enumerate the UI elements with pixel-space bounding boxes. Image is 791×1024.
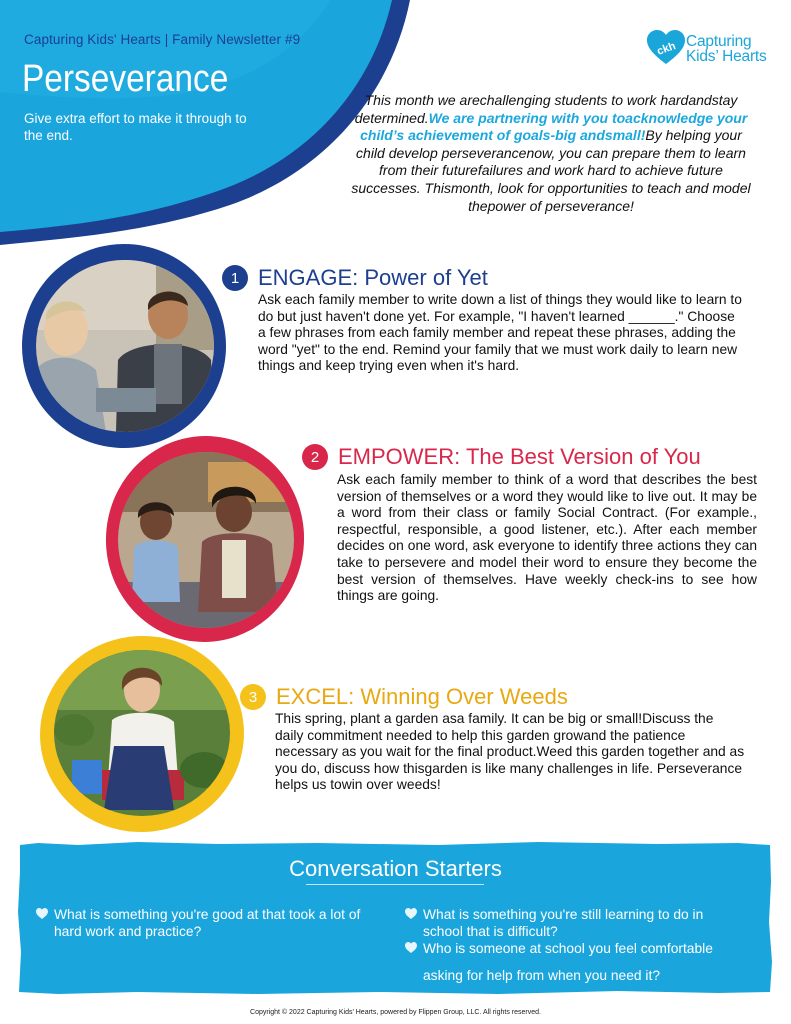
section-3-number: 3: [240, 684, 266, 710]
question-1: [54, 906, 388, 940]
logo-text: [686, 34, 767, 64]
section-2-title: EMPOWER: The Best Version of You: [338, 444, 701, 469]
copyright-footer: Copyright © 2022 Capturing Kids' Hearts, powered by Flippen Group, LLC. All rights reserved.: [250, 1009, 541, 1016]
newsletter-label: Capturing Kids' Hearts | Family Newsletter #9: [24, 32, 301, 47]
question-3: [423, 940, 753, 957]
question-2-text: What is something you're still learning to do in school that is difficult?: [423, 907, 704, 939]
section-2-body: Ask each family member to think of a word that describes the best version of themselves or a word they would like to live out. It may be a word from their class or family Social Contract. (For example., respectful, responsible, a good listener, etc.). After each member decides on one word, ask everyone to identify three actions they can take to persevere and model their word to ensure they become the best version of themselves. Have weekly check-ins to see how things are going.: [337, 472, 757, 604]
conversation-title-underline: [306, 884, 484, 885]
ckh-logo: [646, 30, 776, 70]
section-3-title: EXCEL: Winning Over Weeds: [276, 684, 568, 709]
heart-logo-icon: [646, 30, 686, 66]
heart-icon: [405, 942, 417, 954]
section-3-body: This spring, plant a garden asa family. It can be big or small!Discuss the daily commitment needed to help this garden growand the patience necessary as you wait for the final product.Weed this garden together and as you do, discuss how thisgarden is like many challenges in life. Perseverance helps us towin over weeds!: [275, 711, 745, 793]
logo-line-1: Capturing: [686, 33, 752, 50]
section-3-photo: [54, 650, 230, 816]
question-1-text: What is something you're good at that took a lot of hard work and practice?: [54, 907, 361, 939]
section-1-number: 1: [222, 265, 248, 291]
logo-mark: ckh: [655, 40, 678, 58]
section-1-photo: [36, 260, 214, 432]
intro-paragraph: [350, 92, 752, 215]
intro-part-1: This month we arechallenging students to work hardandstay determined.: [354, 92, 738, 126]
page-title: Perseverance: [22, 58, 229, 100]
section-1-title: ENGAGE: Power of Yet: [258, 265, 488, 290]
intro-part-2: By helping your child develop perseverancenow, you can prepare them to learn from their futurefailures and work hard to achieve future successes. Thismonth, look for opportunities to teach and model thepower of perseverance!: [351, 127, 751, 214]
section-1-body: Ask each family member to write down a list of things they would like to learn to do but just haven't done yet. For example, "I haven't learned ______." Choose a few phrases from each family member and repeat these phrases, adding the word "yet" to the end. Remind your family that we must work daily to learn new things and keep trying even when it's hard.: [258, 292, 742, 374]
conversation-title: Conversation Starters: [289, 856, 502, 881]
heart-icon: [405, 908, 417, 920]
section-3-heading: [240, 684, 568, 710]
question-2: [423, 906, 743, 940]
page-subtitle: Give extra effort to make it through to the end.: [24, 111, 247, 143]
section-2-number: 2: [302, 444, 328, 470]
intro-highlight: We are partnering with you toacknowledge your child’s achievement of goals-big andsmall!: [360, 109, 748, 144]
section-1-heading: [222, 265, 488, 291]
question-3-continued: asking for help from when you need it?: [423, 968, 660, 983]
section-2-photo: [118, 452, 294, 628]
logo-line-2: Kids’ Hearts: [686, 48, 767, 65]
section-2-heading: [302, 444, 701, 470]
heart-icon: [36, 908, 48, 920]
question-3-text: Who is someone at school you feel comfortable: [423, 941, 713, 956]
